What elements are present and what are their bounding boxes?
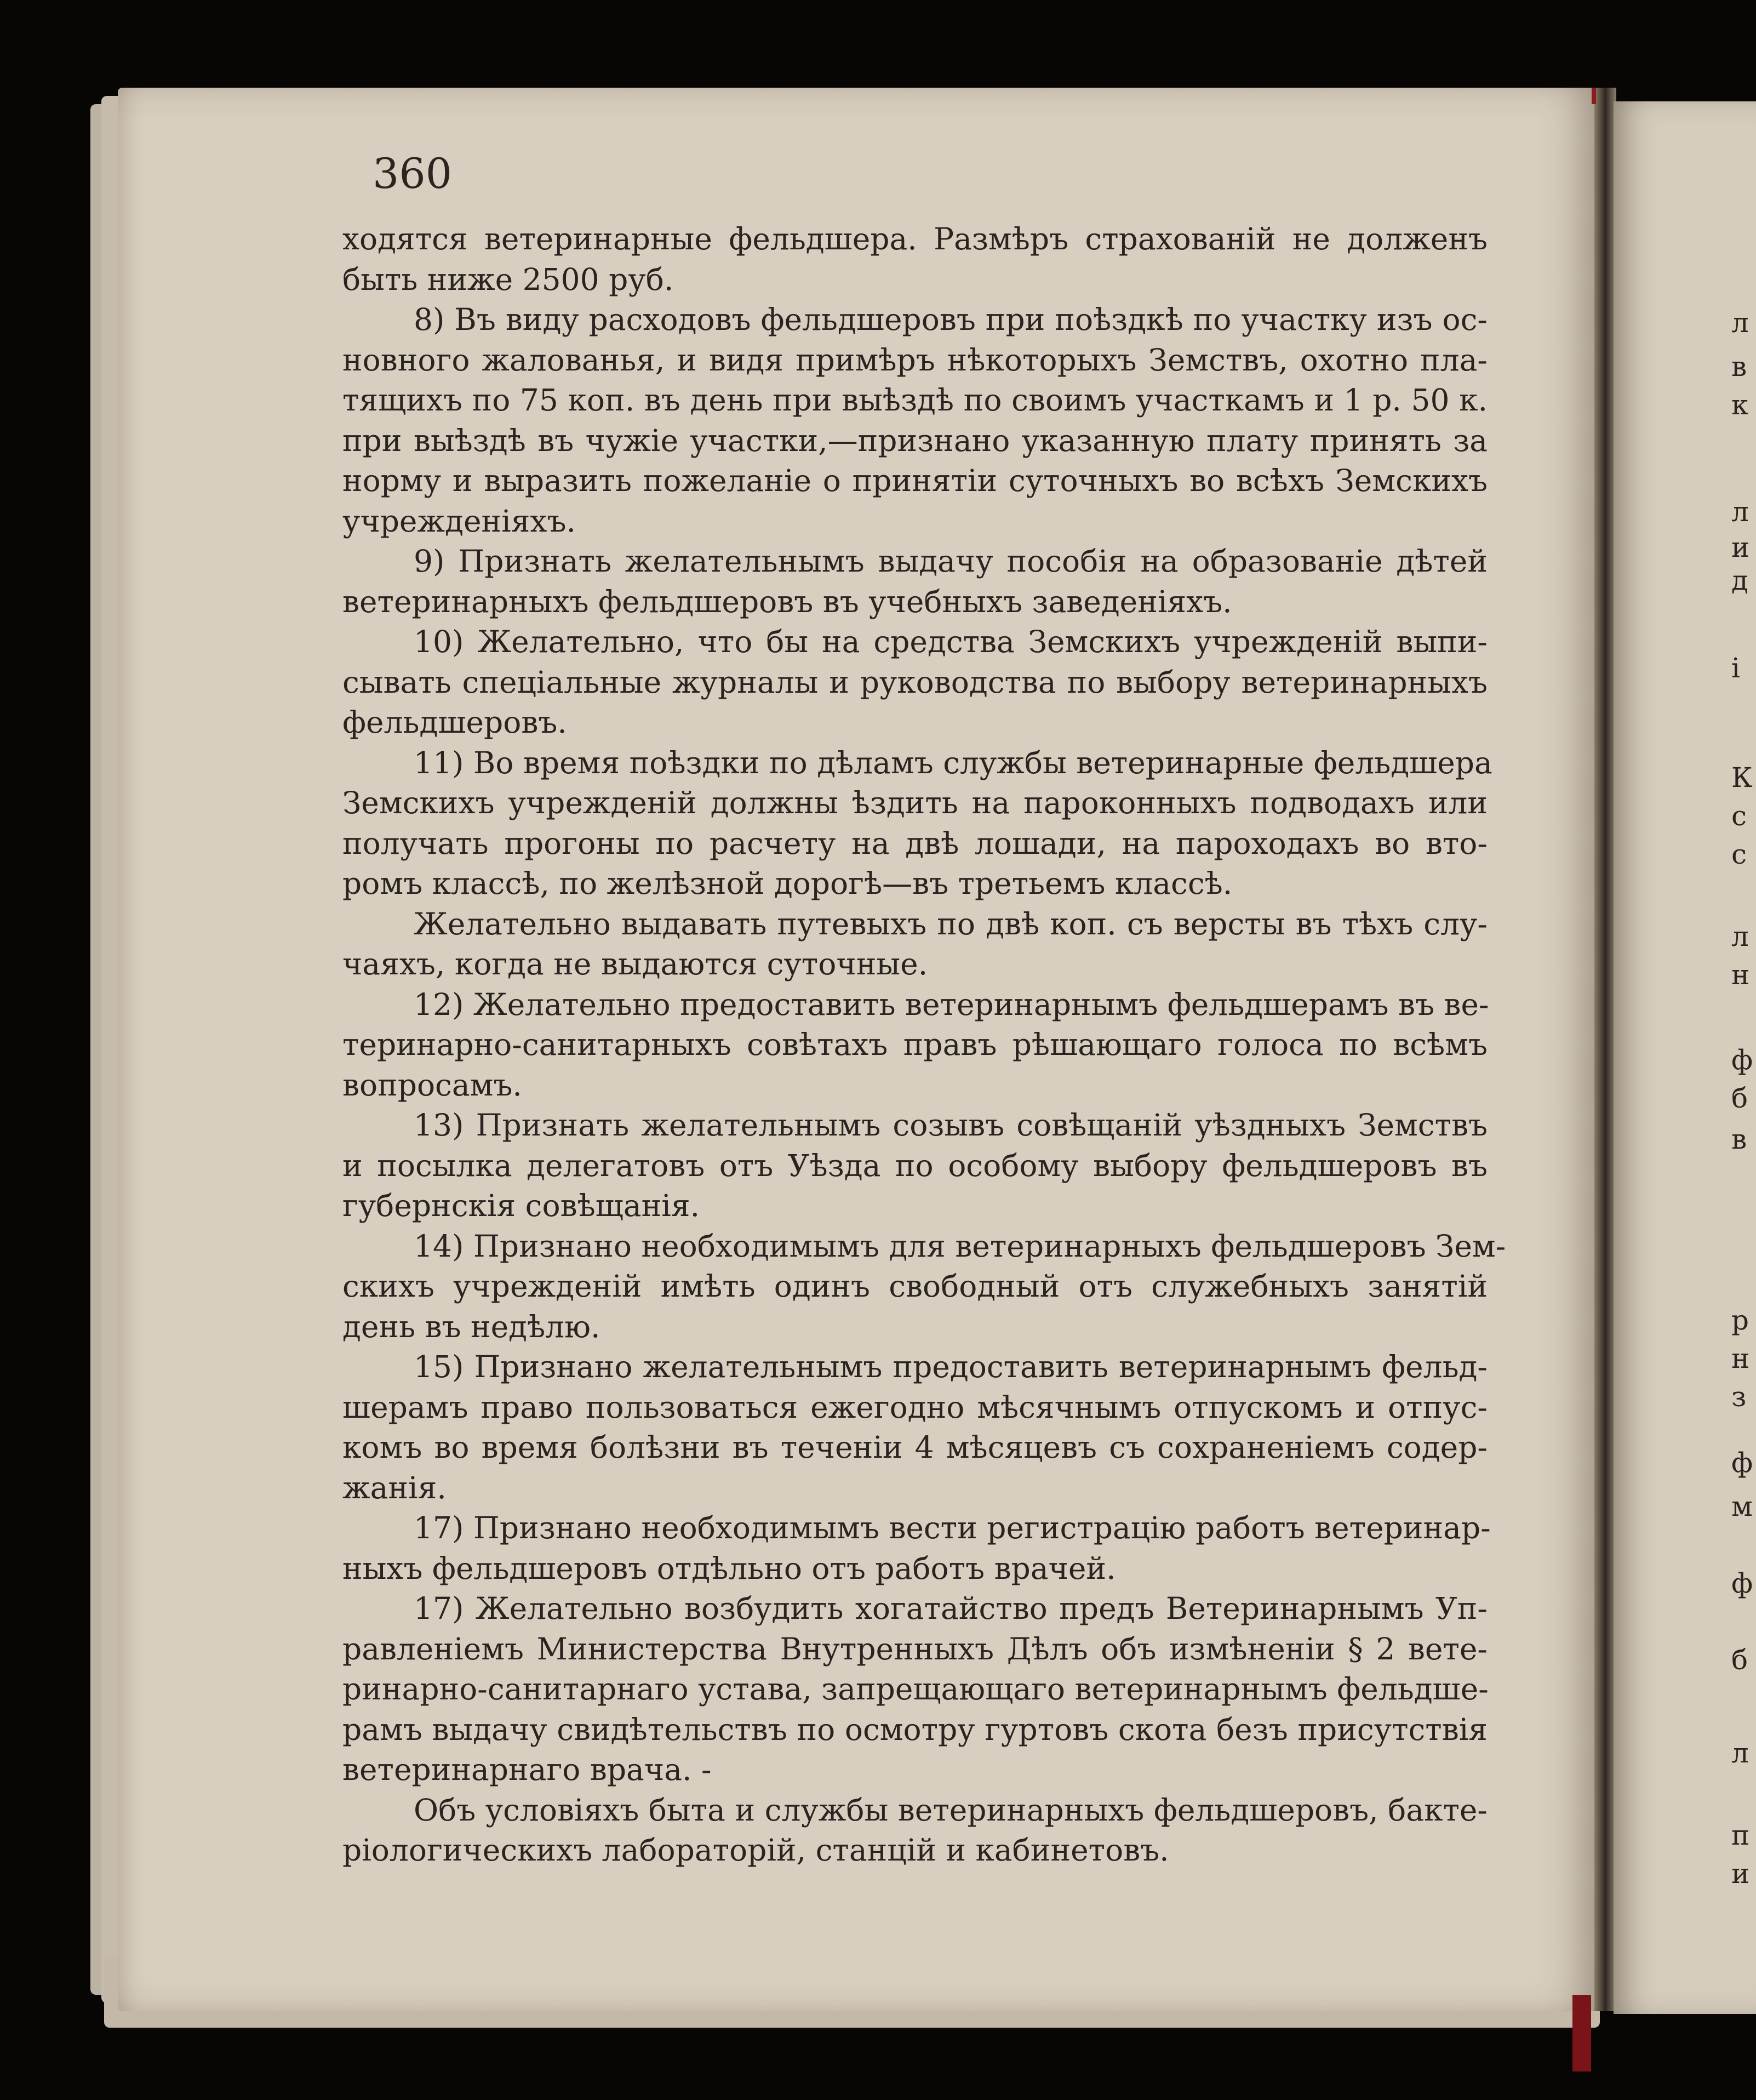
- bookmark-ribbon: [1572, 1995, 1591, 2072]
- edge-letter: ф: [1731, 1447, 1753, 1479]
- text-line: рамъ выдачу свидѣтельствъ по осмотру гуртовъ скота безъ присутствія: [342, 1711, 1488, 1747]
- text-line: вопросамъ.: [342, 1067, 522, 1103]
- text-line: Желательно выдавать путевыхъ по двѣ коп. съ версты въ тѣхъ слу-: [414, 906, 1488, 941]
- edge-letter: ф: [1731, 1044, 1753, 1076]
- text-line: быть ниже 2500 руб.: [342, 261, 674, 297]
- text-line: ветеринарныхъ фельдшеровъ въ учебныхъ заведеніяхъ.: [342, 584, 1232, 619]
- edge-letter: н: [1731, 1343, 1750, 1374]
- text-line: 13) Признать желательнымъ созывъ совѣщаній уѣздныхъ Земствъ: [414, 1108, 1488, 1143]
- text-line: сывать спеціальные журналы и руководства по выбору ветеринарныхъ: [342, 664, 1488, 700]
- text-line: получать прогоны по расчету на двѣ лошади, на пароходахъ во вто-: [342, 825, 1488, 861]
- text-line: 8) Въ виду расходовъ фельдшеровъ при поѣздкѣ по участку изъ ос-: [414, 302, 1488, 337]
- text-line: 10) Желательно, что бы на средства Земскихъ учрежденій выпи-: [414, 624, 1488, 659]
- text-line: фельдшеровъ.: [342, 705, 567, 740]
- text-line: теринарно-санитарныхъ совѣтахъ правъ рѣшающаго голоса по всѣмъ: [342, 1027, 1488, 1062]
- text-line: ветеринарнаго врача. -: [342, 1752, 712, 1787]
- text-line: чаяхъ, когда не выдаются суточные.: [342, 946, 928, 981]
- text-line: Объ условіяхъ быта и службы ветеринарныхъ фельдшеровъ, бакте-: [414, 1792, 1488, 1828]
- text-line: 17) Признано необходимымъ вести регистрацію работъ ветеринар-: [414, 1510, 1491, 1545]
- body-text: [342, 219, 1506, 1871]
- text-line: тящихъ по 75 коп. въ день при выѣздѣ по своимъ участкамъ и 1 р. 50 к.: [342, 383, 1488, 418]
- text-line: ріологическихъ лабораторій, станцій и кабинетовъ.: [342, 1833, 1169, 1868]
- edge-letter: п: [1731, 1819, 1750, 1851]
- edge-letter: л: [1731, 1737, 1749, 1769]
- edge-letter: л: [1731, 921, 1749, 952]
- edge-letter: к: [1731, 389, 1749, 421]
- edge-letter: и: [1731, 1858, 1750, 1890]
- edge-letter: б: [1731, 1644, 1748, 1676]
- text-line: новного жалованья, и видя примѣръ нѣкоторыхъ Земствъ, охотно пла-: [342, 342, 1488, 378]
- text-line: 15) Признано желательнымъ предоставить ветеринарнымъ фельд-: [414, 1349, 1488, 1384]
- text-line: ныхъ фельдшеровъ отдѣльно отъ работъ врачей.: [342, 1550, 1116, 1586]
- text-line: шерамъ право пользоваться ежегодно мѣсячнымъ отпускомъ и отпус-: [342, 1389, 1488, 1425]
- edge-letter: з: [1731, 1381, 1747, 1413]
- edge-letter: б: [1731, 1082, 1748, 1114]
- edge-letter: и: [1731, 532, 1750, 563]
- page-number: 360: [373, 149, 453, 198]
- text-line: учрежденіяхъ.: [342, 503, 576, 539]
- edge-letter: в: [1731, 1123, 1747, 1155]
- bookmark-ribbon-2: [1592, 88, 1596, 104]
- edge-letter: ф: [1731, 1567, 1753, 1599]
- edge-letter: н: [1731, 959, 1750, 991]
- text-line: 11) Во время поѣздки по дѣламъ службы ветеринарные фельдшера: [414, 745, 1492, 780]
- edge-letter: в: [1731, 351, 1747, 383]
- text-line: и посылка делегатовъ отъ Уѣзда по особому выбору фельдшеровъ въ: [342, 1148, 1488, 1183]
- edge-letter: і: [1731, 652, 1740, 684]
- edge-letter: л: [1731, 496, 1749, 528]
- book-gutter: [1594, 88, 1616, 2011]
- text-line: ромъ классѣ, по желѣзной дорогѣ—въ третьемъ классѣ.: [342, 866, 1233, 901]
- text-line: 14) Признано необходимымъ для ветеринарныхъ фельдшеровъ Зем-: [414, 1228, 1506, 1264]
- edge-letter: р: [1731, 1304, 1749, 1336]
- text-line: ходятся ветеринарные фельдшера. Размѣръ страхованій не долженъ: [342, 221, 1488, 256]
- edge-letter: К: [1731, 762, 1753, 794]
- edge-letter: с: [1731, 838, 1747, 870]
- edge-letter: м: [1731, 1491, 1753, 1522]
- text-line: комъ во время болѣзни въ теченіи 4 мѣсяцевъ съ сохраненіемъ содер-: [342, 1430, 1488, 1465]
- text-line: жанія.: [342, 1470, 447, 1505]
- text-line: равленіемъ Министерства Внутренныхъ Дѣлъ объ измѣненіи § 2 вете-: [342, 1631, 1488, 1667]
- edge-letter: л: [1731, 307, 1749, 339]
- text-line: норму и выразить пожеланіе о принятіи суточныхъ во всѣхъ Земскихъ: [342, 463, 1488, 498]
- text-line: Земскихъ учрежденій должны ѣздить на пароконныхъ подводахъ или: [342, 785, 1488, 820]
- text-line: ринарно-санитарнаго устава, запрещающаго ветеринарнымъ фельдше-: [342, 1671, 1489, 1707]
- text-line: 9) Признать желательнымъ выдачу пособія на образованіе дѣтей: [414, 544, 1488, 579]
- edge-letter: д: [1731, 564, 1748, 596]
- text-line: 12) Желательно предоставить ветеринарнымъ фельдшерамъ въ ве-: [414, 986, 1489, 1022]
- text-line: губернскія совѣщанія.: [342, 1188, 700, 1223]
- text-line: 17) Желательно возбудить хогатайство предъ Ветеринарнымъ Уп-: [414, 1591, 1488, 1626]
- text-line: скихъ учрежденій имѣть одинъ свободный отъ служебныхъ занятій: [342, 1269, 1488, 1304]
- edge-letter: с: [1731, 800, 1747, 832]
- text-line: день въ недѣлю.: [342, 1309, 600, 1344]
- text-line: при выѣздѣ въ чужіе участки,—признано указанную плату принять за: [342, 423, 1488, 458]
